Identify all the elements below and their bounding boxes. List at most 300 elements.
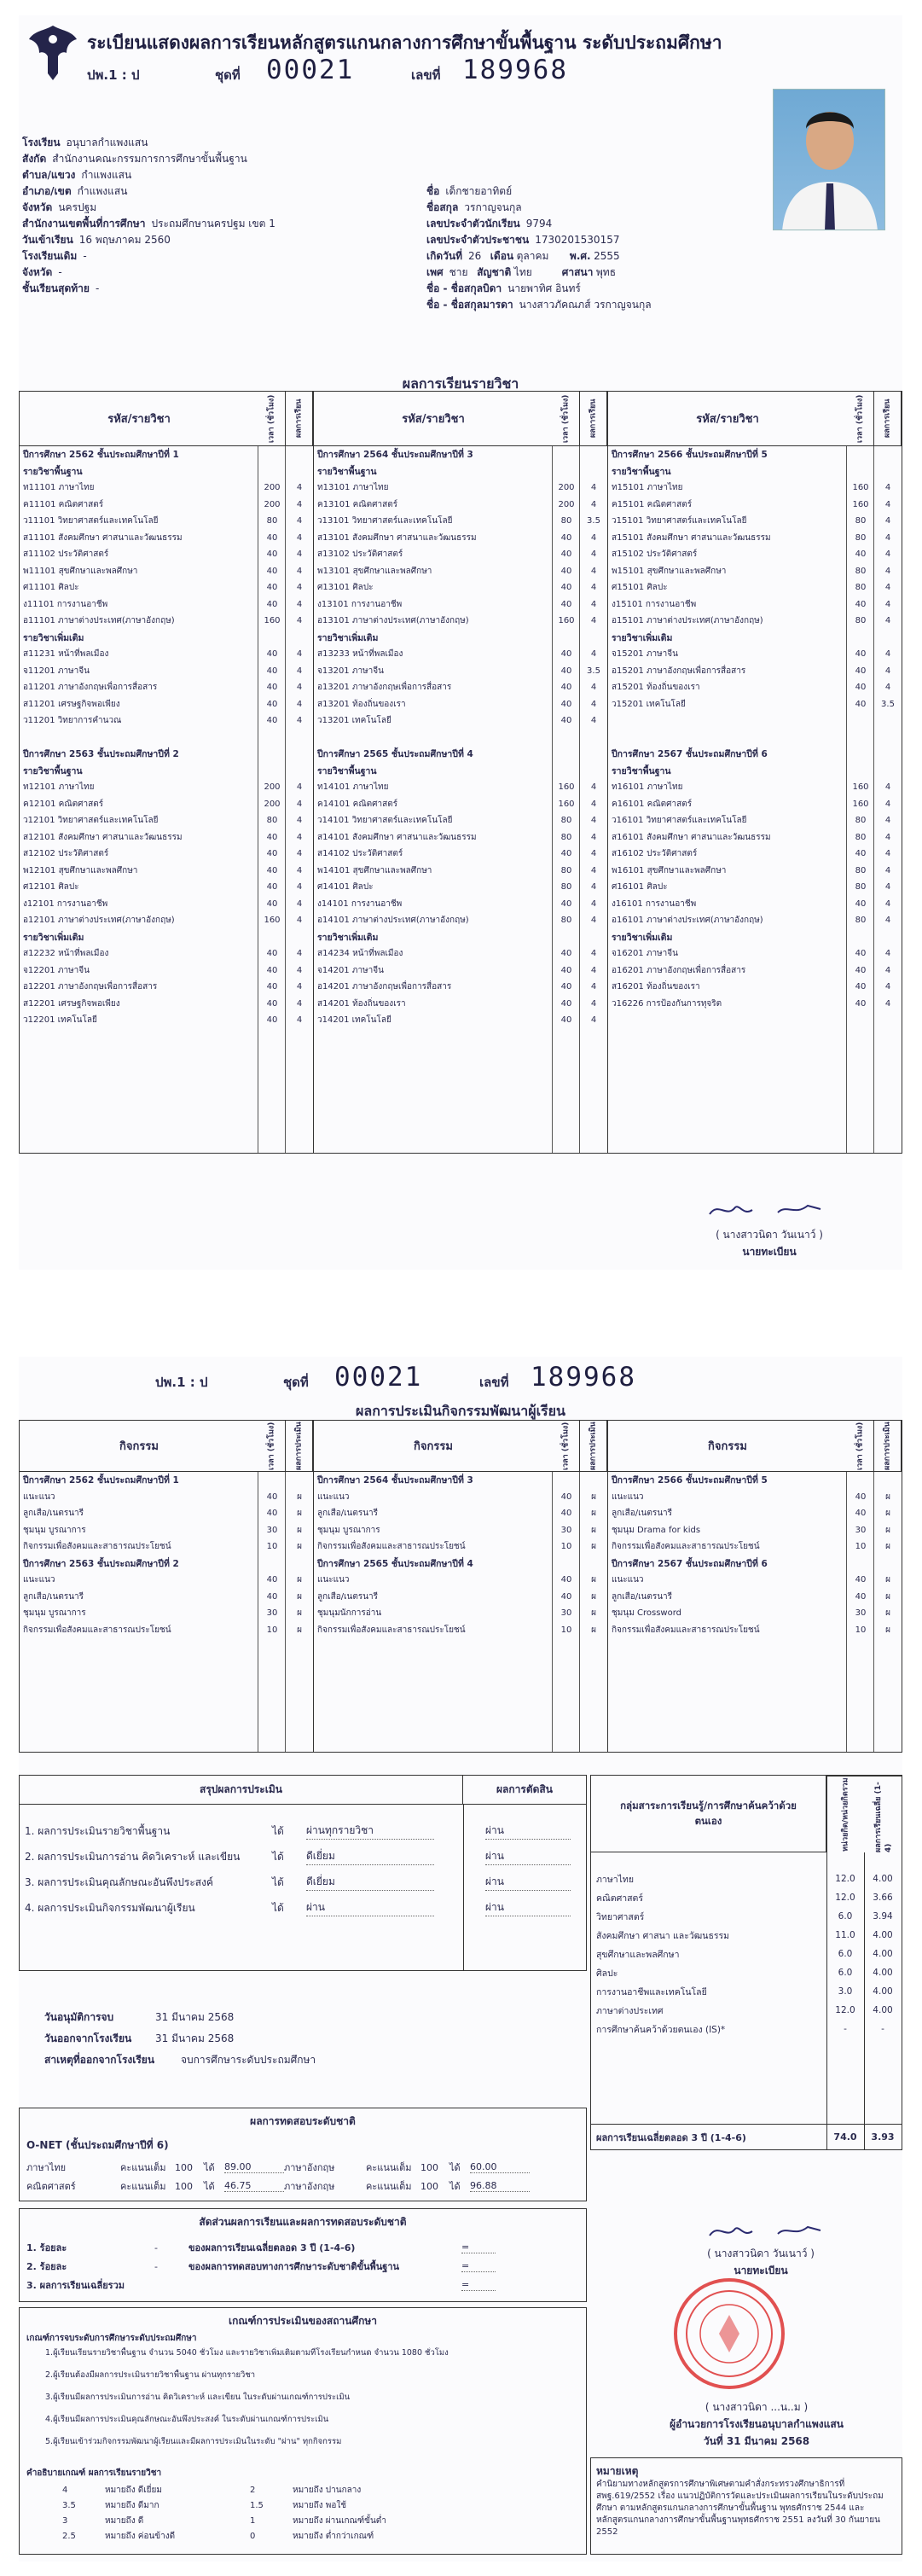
subject-name: ง14101 การงานอาชีพ	[317, 898, 403, 909]
grade-value: 4	[590, 916, 597, 926]
group-heading-row	[608, 1555, 902, 1573]
subject-row	[20, 1589, 313, 1606]
header-column	[314, 392, 608, 445]
subject-name: ค13101 คณิตศาสตร์	[317, 499, 398, 509]
subject-row	[608, 613, 902, 630]
grade-value: ผ	[591, 1625, 596, 1635]
onet-full-2: 100	[420, 2161, 438, 2173]
subject-row	[20, 1622, 313, 1639]
grade-value: ผ	[297, 1509, 302, 1519]
ratio-equals: =	[461, 2260, 496, 2272]
garuda-emblem-icon	[27, 22, 78, 84]
subject-name: ลูกเสือ/เนตรนารี	[317, 1509, 379, 1519]
hours-value: 200	[264, 499, 281, 509]
grade-value: 4	[590, 483, 597, 493]
hours-value: 40	[855, 998, 867, 1009]
subject-row	[20, 646, 313, 663]
subject-name: จ12201 ภาษาจีน	[23, 965, 90, 975]
group-heading: รายวิชาพื้นฐาน	[612, 466, 671, 477]
info-row	[426, 248, 768, 265]
subject-name: ส12101 สังคมศึกษา ศาสนาและวัฒนธรรม	[23, 832, 183, 842]
subject-row	[20, 945, 313, 962]
subject-row	[20, 962, 313, 980]
grade-value: 4	[590, 832, 597, 842]
info-row	[426, 183, 768, 200]
school-seal-icon	[674, 2278, 785, 2389]
grade-value: 4	[884, 965, 891, 975]
hours-value: 160	[264, 616, 281, 626]
onet-full-label: คะแนนเต็ม	[120, 2181, 166, 2192]
gpa-row	[591, 1888, 902, 1907]
grade-value: 4	[590, 532, 597, 543]
group-heading-row	[608, 630, 902, 647]
grade-value: ผ	[591, 1509, 596, 1519]
hours-value: 40	[266, 550, 278, 560]
ratio-row	[26, 2238, 581, 2257]
group-heading: ปีการศึกษา 2566 ชั้นประถมศึกษาปีที่ 5	[612, 450, 768, 461]
subject-name: ลูกเสือ/เนตรนารี	[23, 1509, 84, 1519]
religion-value: พุทธ	[595, 266, 617, 278]
subject-row	[314, 829, 607, 846]
grade-value: 4	[296, 566, 303, 576]
subject-row	[314, 1538, 607, 1555]
hours-value: 40	[266, 1492, 278, 1502]
grade-value: 4	[884, 532, 891, 543]
affiliation-label: สังกัด	[22, 153, 47, 165]
grade-value: 4	[590, 566, 597, 576]
form-code: ปพ.1 : ป	[87, 67, 140, 83]
onet-row	[26, 2177, 581, 2195]
gpa-subject: ภาษาไทย	[596, 1874, 634, 1885]
hours-value: 160	[558, 799, 575, 809]
subject-row	[20, 896, 313, 913]
subject-name: ศ15101 ศิลปะ	[612, 583, 668, 593]
grade-value: 4	[296, 799, 303, 809]
decision-value: ผ่าน	[485, 1848, 571, 1865]
legend-grade-2: 0	[250, 2531, 256, 2541]
gpa-row	[591, 1869, 902, 1888]
hours-value: 80	[855, 583, 867, 593]
col-hours-header: เวลา (ชั่วโมง)	[847, 1421, 874, 1471]
group-heading: รายวิชาพื้นฐาน	[23, 765, 83, 776]
group-heading: รายวิชาเพิ่มเติม	[23, 932, 84, 943]
col-result-header: ผลการประเมิน	[580, 1421, 607, 1471]
grade-value: 4	[296, 882, 303, 893]
grade-value: 3.5	[587, 516, 600, 526]
subject-row	[20, 712, 313, 730]
subject-name: ง12101 การงานอาชีพ	[23, 898, 108, 909]
subject-row	[314, 596, 607, 613]
student-info-right	[426, 183, 768, 313]
info-row	[22, 200, 423, 216]
decision-value: ผ่าน	[485, 1899, 571, 1916]
gpa-group-title: กลุ่มสาระการเรียนรู้/การศึกษาค้นคว้าด้วยตนเอง	[591, 1776, 826, 1852]
group-heading-row	[314, 1555, 607, 1573]
district-label: อำเภอ/เขต	[22, 185, 72, 197]
hours-value: 40	[266, 1015, 278, 1026]
father-value: นายพาทิศ อินทร์	[507, 282, 581, 294]
group-heading: ปีการศึกษา 2564 ชั้นประถมศึกษาปีที่ 3	[317, 450, 473, 461]
hours-value: 30	[266, 1608, 278, 1619]
subject-name: ส12201 เศรษฐกิจพอเพียง	[23, 998, 120, 1009]
subject-name: อ11101 ภาษาต่างประเทศ(ภาษาอังกฤษ)	[23, 616, 175, 626]
subject-row	[20, 530, 313, 547]
student-id-value: 9794	[525, 218, 553, 230]
subject-name: ว15201 เทคโนโลยี	[612, 699, 686, 709]
onet-subject: คณิตศาสตร์	[26, 2181, 76, 2192]
subject-row	[314, 579, 607, 596]
group-heading: ปีการศึกษา 2563 ชั้นประถมศึกษาปีที่ 2	[23, 749, 179, 760]
grade-value: 4	[590, 982, 597, 992]
legend-meaning: หมายถึง ดี	[105, 2515, 144, 2526]
grade-value: ผ	[297, 1608, 302, 1619]
gpa-total-label: ผลการเรียนเฉลี่ยตลอด 3 ปี (1-4-6)	[596, 2131, 746, 2143]
legend-grade: 3	[62, 2515, 68, 2526]
subject-row	[608, 596, 902, 613]
subject-name: ส13201 ท้องถิ่นของเรา	[317, 699, 406, 709]
hours-value: 40	[266, 998, 278, 1009]
subject-name: ท11101 ภาษาไทย	[23, 483, 95, 493]
grade-value: 4	[296, 550, 303, 560]
subject-name: อ13201 ภาษาอังกฤษเพื่อการสื่อสาร	[317, 683, 452, 693]
ratio-rows	[26, 2238, 581, 2294]
subject-row	[608, 1589, 902, 1606]
gpa-row	[591, 1907, 902, 1926]
subject-row	[608, 829, 902, 846]
grade-value: 4	[296, 949, 303, 959]
subject-row	[314, 712, 607, 730]
subject-name: ชุมนุม Crossword	[612, 1608, 681, 1619]
director-title: ผู้อำนวยการโรงเรียนอนุบาลกำแพงแสน	[670, 2418, 844, 2430]
subject-row	[20, 912, 313, 929]
subject-row	[608, 962, 902, 980]
summary-got-label: ได้	[272, 1824, 284, 1837]
criteria-title: เกณฑ์การประเมินของสถานศึกษา	[229, 2315, 377, 2327]
subject-row	[20, 513, 313, 530]
col-grade-header: ผลการเรียน	[874, 392, 902, 445]
subject-name: ว11101 วิทยาศาสตร์และเทคโนโลยี	[23, 516, 159, 526]
subject-name: แนะแนว	[612, 1492, 644, 1502]
subject-row	[314, 863, 607, 880]
grade-value: 4	[590, 550, 597, 560]
subject-row	[314, 1489, 607, 1506]
subject-row	[314, 613, 607, 630]
subject-name: ส12102 ประวัติศาสตร์	[23, 849, 109, 859]
activities-table-body	[19, 1471, 902, 1753]
hours-value: 40	[266, 882, 278, 893]
results-column	[314, 446, 608, 1153]
hours-value: 80	[855, 832, 867, 842]
criteria-item: 1.ผู้เรียนเรียนรายวิชาพื้นฐาน จำนวน 5040 ชั่วโมง และรายวิชาเพิ่มเติมตามที่โรงเรียนกำหนด จำนวน 1080 ชั่วโมง	[45, 2348, 449, 2358]
legend-grade-2: 1.5	[250, 2500, 264, 2510]
subject-row	[314, 696, 607, 713]
hours-value: 40	[266, 716, 278, 726]
subject-row	[608, 1538, 902, 1555]
group-heading-row	[20, 763, 313, 780]
onet-score-2: 96.88	[470, 2180, 530, 2192]
onet-subject-2: ภาษาอังกฤษ	[284, 2162, 335, 2173]
subject-name: อ16101 ภาษาต่างประเทศ(ภาษาอังกฤษ)	[612, 916, 763, 926]
group-heading-row	[20, 446, 313, 463]
activities-column	[608, 1472, 902, 1752]
hours-value: 200	[558, 499, 575, 509]
subject-row	[20, 546, 313, 563]
hours-value: 40	[560, 998, 572, 1009]
summary-row	[25, 1869, 579, 1895]
subject-row	[314, 979, 607, 996]
grade-value: 4	[296, 832, 303, 842]
hours-value: 80	[560, 865, 572, 875]
citizen-id-value: 1730201530157	[535, 234, 620, 246]
subject-row	[20, 879, 313, 896]
grade-value: 4	[590, 865, 597, 875]
gpa-average: 3.94	[873, 1911, 893, 1922]
criteria-subtitle: เกณฑ์การจบระดับการศึกษาระดับประถมศึกษา	[26, 2334, 197, 2343]
subject-row	[20, 1505, 313, 1522]
religion-label: ศาสนา	[561, 266, 594, 278]
subject-row	[20, 596, 313, 613]
summary-result: ดีเยี่ยม	[306, 1848, 434, 1865]
gpa-credit: 12.0	[835, 1874, 855, 1884]
hours-value: 80	[560, 882, 572, 893]
grade-value: ผ	[297, 1625, 302, 1635]
hours-value: 40	[855, 683, 867, 693]
hours-value: 30	[560, 1608, 572, 1619]
summary-result: ผ่านทุกรายวิชา	[306, 1823, 434, 1840]
grade-value: 4	[590, 882, 597, 893]
onet-title: ผลการทดสอบระดับชาติ	[250, 2115, 356, 2127]
group-heading-row	[608, 929, 902, 946]
onet-subject-2: ภาษาอังกฤษ	[284, 2181, 335, 2192]
grade-value: 4	[884, 782, 891, 793]
onet-full-label-2: คะแนนเต็ม	[366, 2181, 412, 2192]
grade-value: 4	[884, 583, 891, 593]
legend-grade-2: 1	[250, 2515, 256, 2526]
subject-name: แนะแนว	[612, 1575, 644, 1585]
criteria-item: 2.ผู้เรียนต้องมีผลการประเมินรายวิชาพื้นฐาน ผ่านทุกรายวิชา	[45, 2370, 256, 2380]
subject-name: ส16201 ท้องถิ่นของเรา	[612, 982, 700, 992]
student-id-label: เลขประจำตัวนักเรียน	[426, 218, 520, 230]
grade-value: 4	[884, 666, 891, 676]
group-heading: ปีการศึกษา 2565 ชั้นประถมศึกษาปีที่ 4	[317, 1558, 473, 1569]
subject-row	[20, 779, 313, 796]
info-row	[426, 200, 768, 216]
grade-value: 4	[590, 616, 597, 626]
grade-value: 4	[296, 666, 303, 676]
grade-value: 4	[884, 516, 891, 526]
gpa-total-value: 3.93	[871, 2131, 895, 2143]
subject-name: แนะแนว	[23, 1492, 55, 1502]
subject-name: ค16101 คณิตศาสตร์	[612, 799, 693, 809]
subject-name: ชุมนุม บูรณาการ	[23, 1525, 86, 1535]
hours-value: 40	[266, 832, 278, 842]
subject-name: อ15201 ภาษาอังกฤษเพื่อการสื่อสาร	[612, 666, 746, 676]
grade-value: 4	[296, 516, 303, 526]
hours-value: 80	[855, 882, 867, 893]
subject-name: ว16226 การป้องกันการทุจริต	[612, 998, 722, 1009]
hours-value: 30	[266, 1525, 278, 1535]
gpa-total-credit: 74.0	[833, 2131, 857, 2143]
subject-row	[314, 879, 607, 896]
subject-row	[20, 663, 313, 680]
hours-value: 10	[266, 1625, 278, 1635]
gpa-average: 3.66	[873, 1893, 893, 1903]
summary-item: 3. ผลการประเมินคุณลักษณะอันพึงประสงค์	[25, 1875, 213, 1888]
subject-row	[314, 646, 607, 663]
legend-grade-2: 2	[250, 2485, 256, 2495]
hours-value: 160	[264, 916, 281, 926]
grade-value: 4	[296, 699, 303, 709]
birth-day-label: เกิดวันที่	[426, 250, 463, 262]
group-heading-row	[608, 746, 902, 763]
affiliation-value: สำนักงานคณะกรรมการการศึกษาขั้นพื้นฐาน	[52, 153, 247, 165]
grade-value: 4	[884, 550, 891, 560]
subject-name: ค15101 คณิตศาสตร์	[612, 499, 693, 509]
subject-row	[20, 829, 313, 846]
gpa-row	[591, 1926, 902, 1945]
grade-value: 4	[884, 949, 891, 959]
hours-value: 40	[266, 1509, 278, 1519]
subject-row	[608, 945, 902, 962]
onet-full-label-2: คะแนนเต็ม	[366, 2162, 412, 2173]
hours-value: 80	[855, 516, 867, 526]
grade-value: 4	[296, 532, 303, 543]
col-hours-header: เวลา (ชั่วโมง)	[553, 1421, 580, 1471]
date-value: 31 มีนาคม 2568	[726, 2435, 810, 2447]
gpa-row	[591, 1963, 902, 1982]
col-result-header: ผลการประเมิน	[286, 1421, 313, 1471]
activities-table	[19, 1420, 902, 1753]
grade-value: ผ	[885, 1608, 890, 1619]
mother-value: นางสาวภัคณภส์ วรกาญจนกุล	[519, 299, 652, 311]
hours-value: 30	[855, 1608, 867, 1619]
summary-item: 1. ผลการประเมินรายวิชาพื้นฐาน	[25, 1824, 171, 1837]
group-heading-row	[20, 1555, 313, 1573]
subject-name: ว14201 เทคโนโลยี	[317, 1015, 391, 1026]
surname-label: ชื่อสกุล	[426, 201, 459, 213]
info-row	[22, 167, 423, 183]
group-heading: ปีการศึกษา 2566 ชั้นประถมศึกษาปีที่ 5	[612, 1475, 768, 1486]
group-heading: รายวิชาเพิ่มเติม	[23, 632, 84, 643]
grade-value: ผ	[591, 1591, 596, 1602]
subject-name: อ13101 ภาษาต่างประเทศ(ภาษาอังกฤษ)	[317, 616, 469, 626]
legend-meaning: หมายถึง ค่อนข้างดี	[105, 2531, 176, 2541]
registrar-name: ( นางสาวนิดา วันเนาว์ )	[707, 2247, 815, 2259]
subject-name: ว11201 วิทยาการคำนวณ	[23, 716, 122, 726]
grade-value: 4	[296, 599, 303, 609]
grade-value: ผ	[297, 1575, 302, 1585]
criteria-box	[19, 2307, 587, 2555]
subject-name: ส15101 สังคมศึกษา ศาสนาและวัฒนธรรม	[612, 532, 771, 543]
gpa-credit: 6.0	[838, 1911, 853, 1922]
grade-value: 4	[884, 882, 891, 893]
subject-name: พ13101 สุขศึกษาและพลศึกษา	[317, 566, 432, 576]
criteria-list	[45, 2347, 574, 2458]
subject-row	[314, 1605, 607, 1622]
prev-province-value: -	[58, 266, 62, 278]
info-row	[426, 232, 768, 248]
doc-number: 189968	[462, 55, 568, 85]
subject-name: ส14102 ประวัติศาสตร์	[317, 849, 403, 859]
hours-value: 160	[852, 499, 869, 509]
legend-meaning-2: หมายถึง ผ่านเกณฑ์ขั้นต่ำ	[293, 2515, 386, 2526]
group-heading-row	[608, 1472, 902, 1489]
hours-value: 40	[560, 1015, 572, 1026]
cause-label: สาเหตุที่ออกจากโรงเรียน	[44, 2054, 155, 2066]
summary-row	[25, 1844, 579, 1869]
onet-full-2: 100	[420, 2180, 438, 2192]
subject-row	[608, 1622, 902, 1639]
subject-row	[20, 1538, 313, 1555]
subject-name: จ13201 ภาษาจีน	[317, 666, 384, 676]
subject-name: กิจกรรมเพื่อสังคมและสาธารณประโยชน์	[317, 1542, 466, 1552]
grade-value: ผ	[591, 1525, 596, 1535]
citizen-id-label: เลขประจำตัวประชาชน	[426, 234, 530, 246]
grade-value: ผ	[885, 1509, 890, 1519]
transcript-page-1	[19, 15, 902, 1270]
hours-value: 40	[560, 1575, 572, 1585]
onet-subtitle: O-NET (ชั้นประถมศึกษาปีที่ 6)	[26, 2139, 169, 2151]
subject-name: ศ14101 ศิลปะ	[317, 882, 374, 893]
gpa-row	[591, 2020, 902, 2038]
subject-row	[20, 497, 313, 514]
subject-name: พ15101 สุขศึกษาและพลศึกษา	[612, 566, 727, 576]
subject-name: ส11201 เศรษฐกิจพอเพียง	[23, 699, 120, 709]
hours-value: 40	[560, 982, 572, 992]
subject-row	[314, 846, 607, 863]
doc-no-label: เลขที่	[411, 67, 441, 83]
nationality-label: สัญชาติ	[477, 266, 512, 278]
student-info-left	[22, 135, 423, 297]
col-hours-header: เวลา (ชั่วโมง)	[847, 392, 874, 445]
father-label: ชื่อ - ชื่อสกุลบิดา	[426, 282, 502, 294]
subject-row	[314, 1012, 607, 1029]
subject-row	[608, 480, 902, 497]
birth-year-value: 2555	[594, 250, 620, 262]
onet-rows	[26, 2158, 581, 2195]
group-heading-row	[20, 630, 313, 647]
hours-value: 40	[560, 599, 572, 609]
subject-name: อ16201 ภาษาอังกฤษเพื่อการสื่อสาร	[612, 965, 746, 975]
school-label: โรงเรียน	[22, 137, 61, 148]
subject-name: ท16101 ภาษาไทย	[612, 782, 683, 793]
hours-value: 10	[560, 1542, 572, 1552]
subject-name: ส15201 ท้องถิ่นของเรา	[612, 683, 700, 693]
mother-label: ชื่อ - ชื่อสกุลมารดา	[426, 299, 513, 311]
grade-value: 4	[590, 965, 597, 975]
subject-name: ส11101 สังคมศึกษา ศาสนาและวัฒนธรรม	[23, 532, 183, 543]
group-heading: รายวิชาเพิ่มเติม	[612, 632, 673, 643]
hours-value: 200	[558, 483, 575, 493]
legend-title: คำอธิบายเกณฑ์ ผลการเรียนรายวิชา	[26, 2468, 162, 2478]
subject-name: ค14101 คณิตศาสตร์	[317, 799, 398, 809]
subject-row	[608, 996, 902, 1013]
grade-value: 4	[590, 782, 597, 793]
subject-row	[20, 796, 313, 813]
hours-value: 40	[266, 583, 278, 593]
hours-value: 10	[560, 1625, 572, 1635]
grade-value: 4	[884, 849, 891, 859]
gpa-col-avg: ผลการเรียนเฉลี่ย (1-4)	[864, 1776, 902, 1852]
subject-name: กิจกรรมเพื่อสังคมและสาธารณประโยชน์	[612, 1542, 760, 1552]
grade-value: 4	[884, 599, 891, 609]
set-label: ชุดที่	[283, 1375, 309, 1390]
subject-row	[608, 1572, 902, 1589]
subject-row	[20, 812, 313, 829]
group-heading: ปีการศึกษา 2567 ชั้นประถมศึกษาปีที่ 6	[612, 749, 768, 760]
hours-value: 30	[560, 1525, 572, 1535]
subject-name: กิจกรรมเพื่อสังคมและสาธารณประโยชน์	[23, 1542, 171, 1552]
